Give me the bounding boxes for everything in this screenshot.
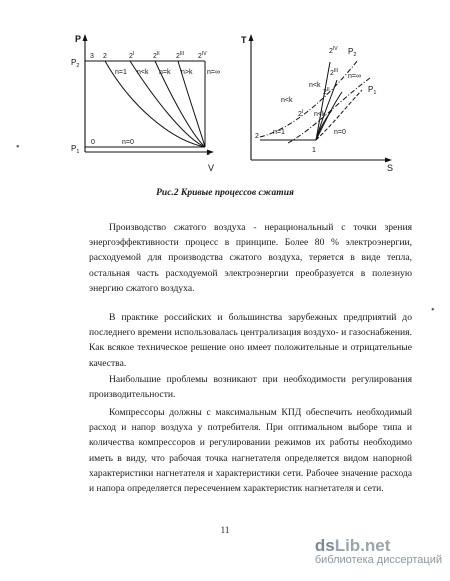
- pv-curve-label-nk: n=k: [159, 69, 171, 76]
- ts-label-n0: n=0: [334, 129, 346, 136]
- ts-isobar-p2: [260, 60, 358, 137]
- watermark: [315, 536, 442, 566]
- ts-label-nltk-3: n<k: [314, 111, 326, 118]
- ts-label-n1: n=1: [273, 129, 285, 136]
- watermark-logo-rest: Lib.net: [334, 536, 391, 555]
- ts-label-ninf: n=∞: [348, 73, 361, 80]
- figure-compression-curves: [70, 30, 410, 180]
- ts-axis-t-arrow: [249, 34, 254, 41]
- paragraph-2: [89, 310, 412, 371]
- paragraph-4: [89, 405, 412, 496]
- pv-curve-label-ninf: n=∞: [207, 69, 220, 76]
- pv-curve-label-n1: n=1: [115, 69, 127, 76]
- margin-dot-right: •: [431, 305, 435, 316]
- pv-label-2iii: $2^{III}$: [176, 51, 185, 60]
- ts-label-nltk-1: n<k: [309, 82, 321, 89]
- pv-label-3: 3: [90, 53, 94, 60]
- pv-label-2iv: $2^{IV}$: [198, 51, 207, 60]
- ts-line-ninf: [316, 62, 330, 140]
- pv-label-2: 2: [103, 53, 107, 60]
- watermark-logo-ds: ds: [314, 536, 335, 555]
- watermark-logo: [315, 536, 442, 556]
- ts-diagram: [241, 34, 393, 173]
- paragraph-1: [89, 220, 412, 296]
- ts-label-s: S: [387, 163, 394, 173]
- ts-label-2ii: $2^{II}$: [323, 87, 330, 96]
- pv-curve-label-nltk: n<k: [137, 69, 149, 76]
- figure-caption: Рис.2 Кривые процессов сжатия: [156, 188, 294, 198]
- ts-label-p2: $P_2$: [348, 47, 357, 58]
- ts-label-nltk-2: n<k: [281, 97, 293, 104]
- pv-diagram: [71, 34, 220, 173]
- paragraph-2-text: В практике российских и большинства зарубежных предприятий до последнего времени использовалась централизация воздухо- и газоснабжения. Как всякое техническое решение оно имеет положительные и отрицательные качества.: [89, 312, 412, 369]
- pv-label-p2: $P_2$: [71, 58, 80, 69]
- figure-svg: [70, 30, 410, 180]
- ts-label-2: 2: [255, 133, 259, 140]
- ts-axis-s-arrow: [385, 158, 392, 163]
- margin-dot-left: •: [16, 142, 20, 153]
- pv-label-p1: $P_1$: [71, 144, 80, 155]
- pv-label-p: P: [75, 34, 82, 44]
- paragraph-4-text: Компрессоры должны с максимальным КПД обеспечить необходимый расход и напор воздуха у потребителя. При оптимальном выборе типа и количества компрессоров и регулировании режимов их работы необходимо иметь в виду, что рабочая точка нагнетателя определяется видом напорной характеристики нагнетателя и характеристики сети. Рабочее значение расхода и напора определяется пересечением характеристик нагнетателя и сети.: [89, 407, 412, 495]
- pv-axis-p-arrow: [83, 34, 88, 41]
- pv-label-0: 0: [91, 139, 95, 146]
- pv-label-1: 1: [206, 150, 210, 157]
- page-number: 11: [220, 525, 230, 535]
- ts-label-2i: $2^I$: [298, 109, 304, 118]
- ts-label-t: T: [241, 35, 247, 45]
- pv-label-2i: $2^I$: [129, 51, 135, 60]
- ts-label-p1: $P_1$: [368, 85, 377, 96]
- pv-label-v: V: [208, 163, 215, 173]
- ts-label-2iii: $2^{III}$: [330, 68, 339, 77]
- paragraph-3: [89, 372, 412, 402]
- ts-label-1: 1: [312, 147, 316, 154]
- watermark-tagline: библиотека диссертаций: [314, 554, 442, 566]
- pv-label-2ii: $2^{II}$: [153, 51, 160, 60]
- ts-label-2iv: $2^{IV}$: [329, 46, 338, 55]
- pv-curve-label-ngtk: n>k: [181, 69, 193, 76]
- paragraph-3-text: Наибольшие проблемы возникают при необходимости регулирования производительности.: [89, 374, 412, 401]
- paragraph-1-text: Производство сжатого воздуха - нерациональный с точки зрения энергоэффективности процесс в принципе. Более 80 % электроэнергии, расходуемой для производства сжатого воздуха, теряется в виде тепла, остальная часть расходуемой электроэнергии преобразуется в полезную энергию сжатого воздуха.: [89, 222, 412, 294]
- pv-label-n0: n=0: [122, 139, 134, 146]
